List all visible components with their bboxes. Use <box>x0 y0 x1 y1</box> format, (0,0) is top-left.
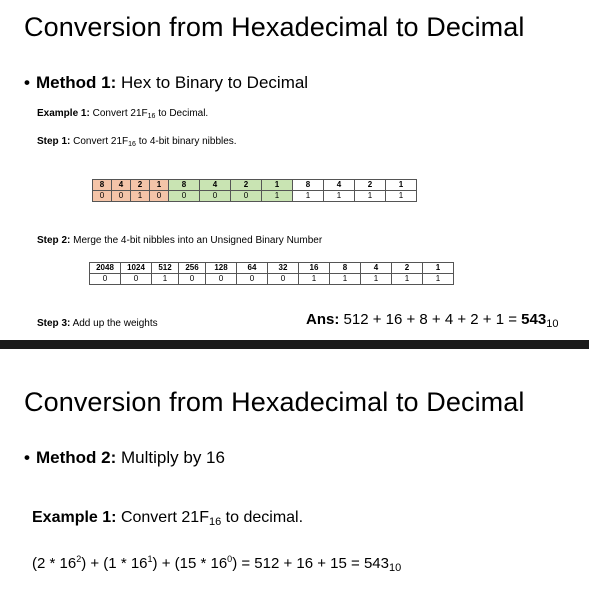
bit-cell: 16 <box>299 263 330 274</box>
bit-cell: 64 <box>237 263 268 274</box>
example-sub: 16 <box>208 516 222 528</box>
formula-exp-c: 0 <box>227 554 233 564</box>
step2-text: Merge the 4-bit nibbles into an Unsigned Binary Number <box>73 235 323 246</box>
example-post: to Decimal. <box>155 108 209 119</box>
method-bullet <box>24 73 308 93</box>
bit-cell: 4 <box>200 180 231 191</box>
answer-label: Ans: <box>306 311 340 328</box>
merged-binary-table <box>89 262 454 285</box>
bit-cell: 4 <box>324 180 355 191</box>
bit-cell: 1 <box>324 191 355 202</box>
bit-cell: 1 <box>423 263 454 274</box>
bit-cell: 1 <box>392 274 423 285</box>
formula-line <box>32 554 401 574</box>
bit-cell: 128 <box>206 263 237 274</box>
method-label: Method 2: <box>36 448 117 467</box>
bit-cell: 4 <box>361 263 392 274</box>
method-bullet <box>24 448 225 468</box>
bullet-dot: • <box>24 73 30 92</box>
step1-sub: 16 <box>128 141 136 148</box>
bit-cell: 1 <box>361 274 392 285</box>
bit-cell: 1 <box>262 191 293 202</box>
bit-cell: 1 <box>299 274 330 285</box>
bit-cell: 2 <box>355 180 386 191</box>
bit-cell: 0 <box>121 274 152 285</box>
bit-cell: 0 <box>179 274 206 285</box>
step1-post: to 4-bit binary nibbles. <box>135 136 237 147</box>
step2-label: Step 2: <box>37 235 71 246</box>
bit-cell: 1 <box>330 274 361 285</box>
step2-line <box>37 235 322 246</box>
example-line <box>37 108 208 120</box>
step3-label: Step 3: <box>37 318 71 329</box>
formula-part-c: ) + (15 * 16 <box>152 555 228 572</box>
bit-cell: 8 <box>293 180 324 191</box>
bit-cell: 256 <box>179 263 206 274</box>
bit-cell: 8 <box>169 180 200 191</box>
example-label: Example 1: <box>32 509 117 526</box>
bit-cell: 1 <box>386 191 417 202</box>
slide-title: Conversion from Hexadecimal to Decimal <box>24 387 525 417</box>
step1-line <box>37 136 237 148</box>
bit-cell: 0 <box>169 191 200 202</box>
answer-value: 543 <box>521 311 547 328</box>
example-label: Example 1: <box>37 108 90 119</box>
bit-cell: 4 <box>112 180 131 191</box>
bit-cell: 1 <box>131 191 150 202</box>
bit-cell: 0 <box>231 191 262 202</box>
bit-cell: 0 <box>112 191 131 202</box>
bit-cell: 8 <box>330 263 361 274</box>
formula-part-b: ) + (1 * 16 <box>81 555 148 572</box>
bit-cell: 2 <box>392 263 423 274</box>
example-sub: 16 <box>147 113 156 120</box>
bit-cell: 0 <box>237 274 268 285</box>
bit-cell: 1 <box>262 180 293 191</box>
bit-cell: 0 <box>200 191 231 202</box>
bit-cell: 0 <box>206 274 237 285</box>
formula-sub: 10 <box>388 562 402 574</box>
method-label: Method 1: <box>36 73 117 92</box>
bit-cell: 1024 <box>121 263 152 274</box>
bit-cell: 32 <box>268 263 299 274</box>
bit-cell: 0 <box>150 191 169 202</box>
answer-line <box>306 311 558 330</box>
formula-exp-b: 1 <box>147 554 153 564</box>
step3-text: Add up the weights <box>72 318 158 329</box>
example-pre: Convert 21F <box>120 509 209 526</box>
formula-exp-a: 2 <box>76 554 82 564</box>
slide-divider <box>0 340 589 349</box>
nibble-table <box>92 179 417 202</box>
step1-pre: Convert 21F <box>73 136 129 147</box>
formula-part-d: ) = 512 + 16 + 15 = 543 <box>232 555 389 572</box>
bit-cell: 2 <box>231 180 262 191</box>
slide-method-2 <box>0 349 589 602</box>
bit-cell: 512 <box>152 263 179 274</box>
slide-title: Conversion from Hexadecimal to Decimal <box>24 12 525 42</box>
answer-sub: 10 <box>546 318 559 330</box>
step1-label: Step 1: <box>37 136 71 147</box>
example-post: to decimal. <box>221 509 304 526</box>
bit-cell: 1 <box>423 274 454 285</box>
bit-cell: 0 <box>268 274 299 285</box>
method-text: Multiply by 16 <box>121 448 225 467</box>
bit-cell: 8 <box>93 180 112 191</box>
method-text: Hex to Binary to Decimal <box>121 73 309 92</box>
answer-expr: 512 + 16 + 8 + 4 + 2 + 1 = <box>339 311 522 328</box>
bit-cell: 1 <box>386 180 417 191</box>
bit-cell: 2 <box>131 180 150 191</box>
bit-cell: 1 <box>293 191 324 202</box>
bit-cell: 1 <box>152 274 179 285</box>
bit-cell: 2048 <box>90 263 121 274</box>
example-line <box>32 509 303 528</box>
bit-cell: 0 <box>90 274 121 285</box>
bit-cell: 1 <box>355 191 386 202</box>
step3-line <box>37 318 158 329</box>
example-pre: Convert 21F <box>92 108 148 119</box>
formula-part-a: (2 * 16 <box>32 555 77 572</box>
bullet-dot: • <box>24 448 30 467</box>
bit-cell: 1 <box>150 180 169 191</box>
bit-cell: 0 <box>93 191 112 202</box>
